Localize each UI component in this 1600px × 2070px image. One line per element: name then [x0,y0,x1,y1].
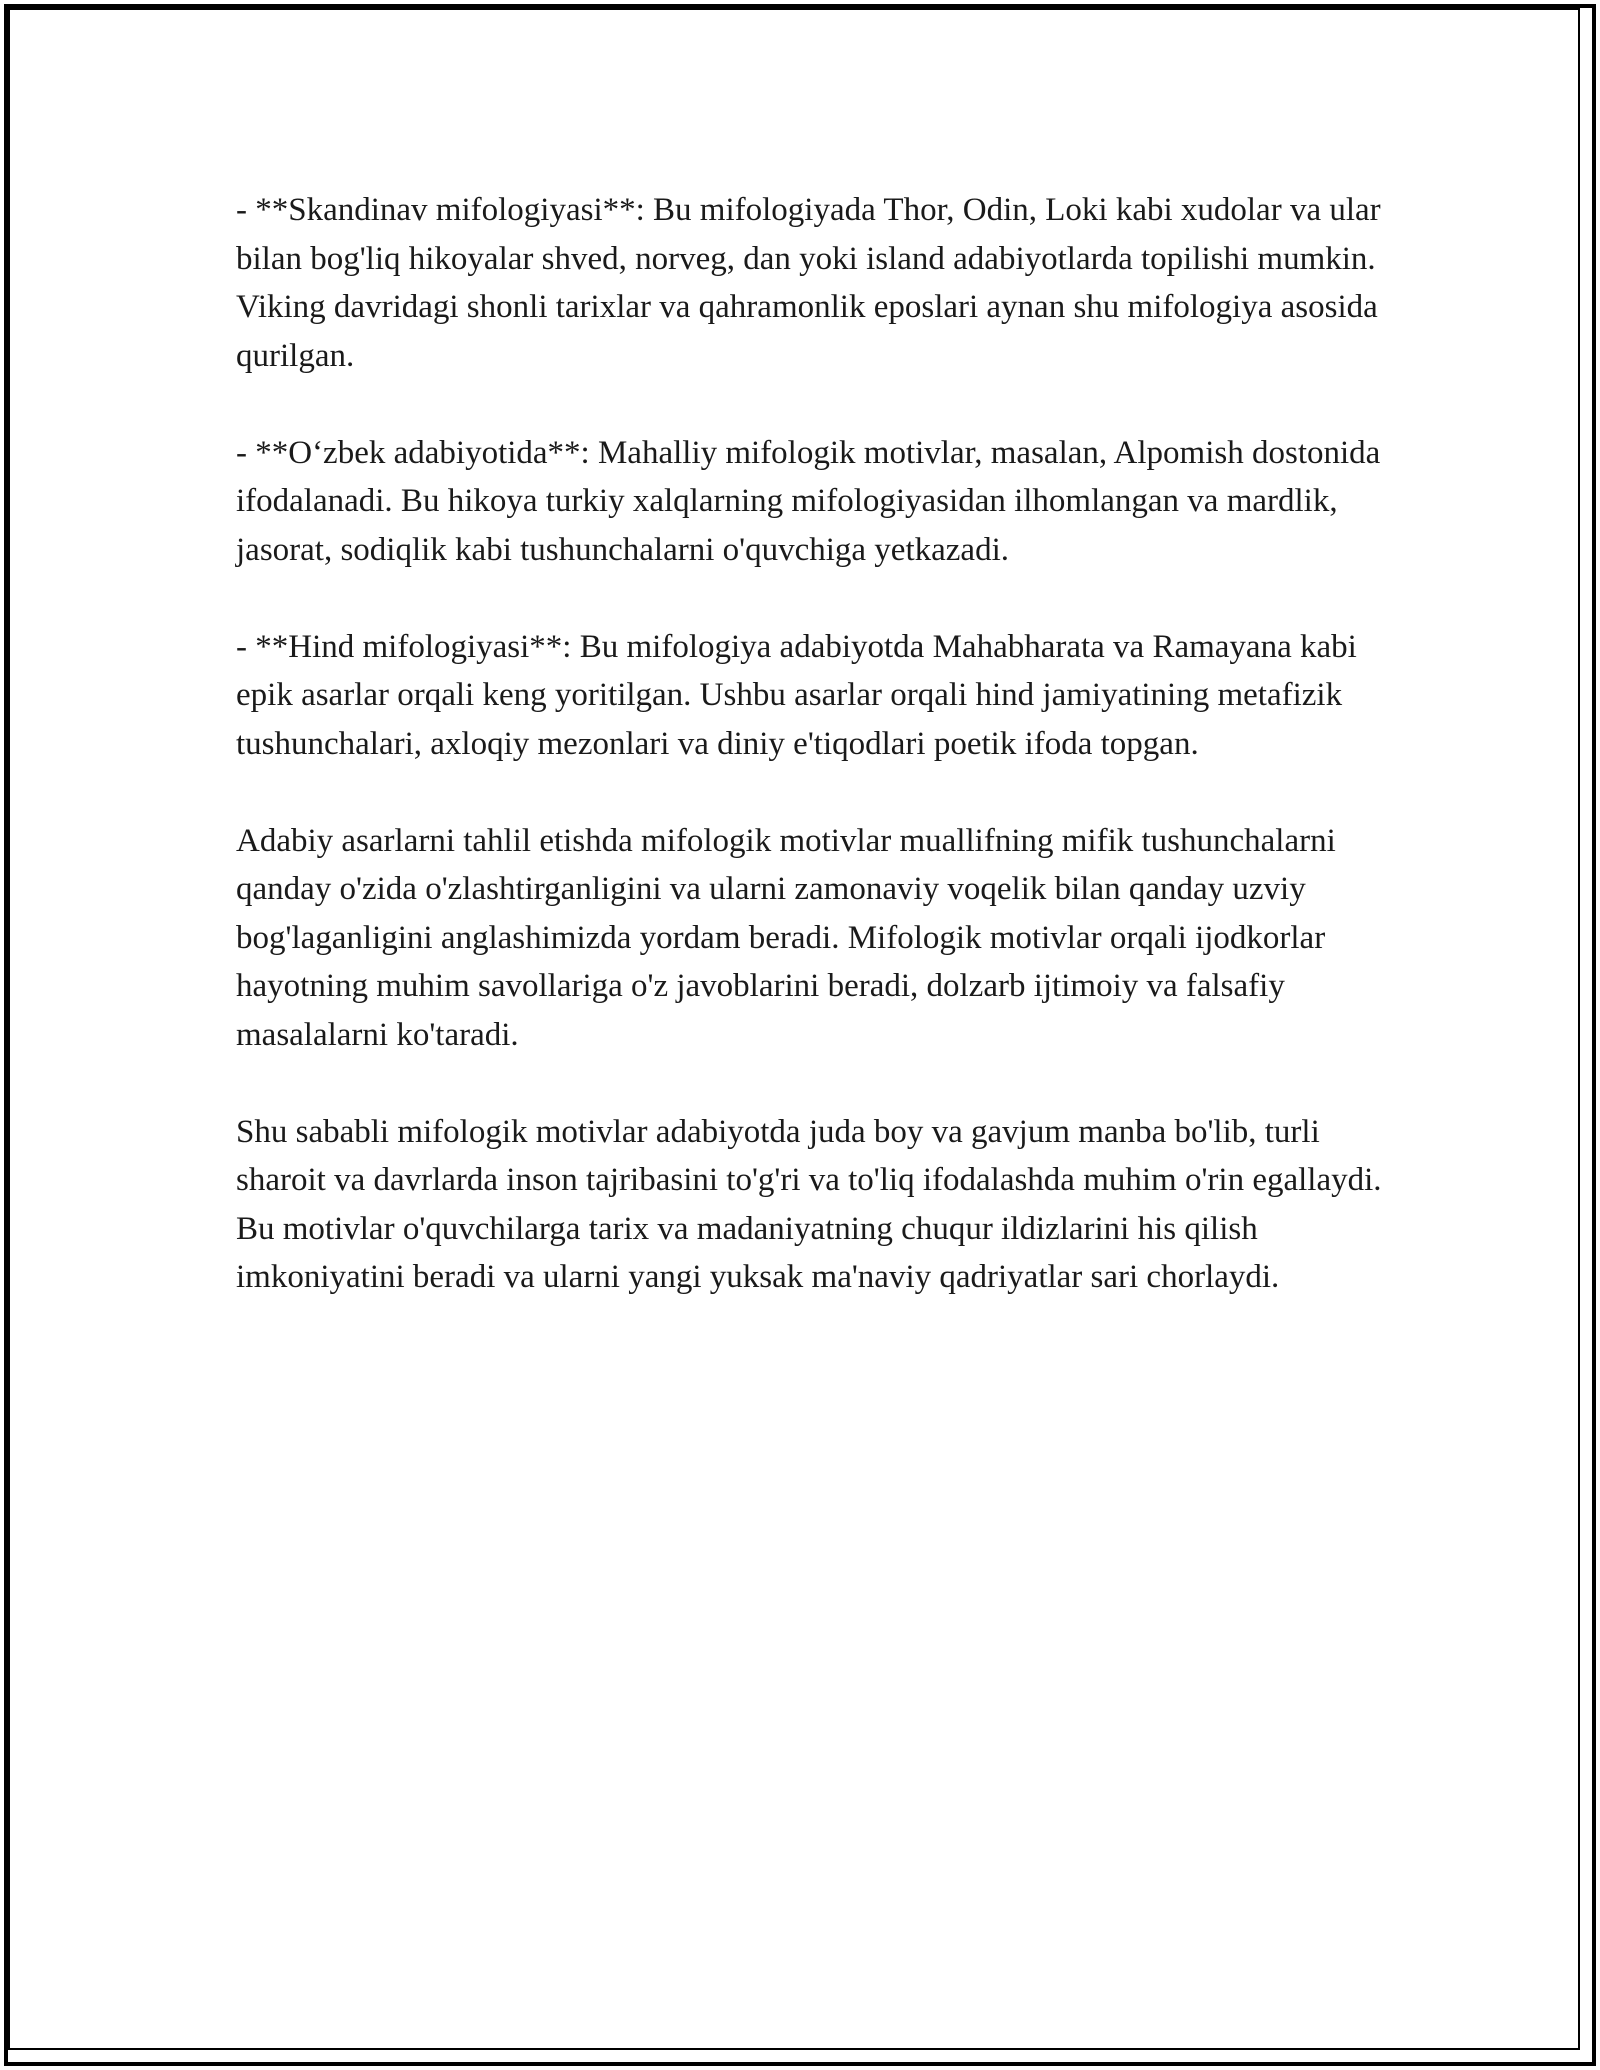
paragraph-scandinavian-mythology: - **Skandinav mifologiyasi**: Bu mifologiyada Thor, Odin, Loki kabi xudolar va ular bilan bog'liq hikoyalar shved, norveg, dan yoki island adabiyotlarda topilishi mumkin. Viking davridagi shonli tarixlar va qahramonlik eposlari aynan shu mifologiya asosida qurilgan. [236,192,1381,374]
paragraph-indian-mythology: - **Hind mifologiyasi**: Bu mifologiya adabiyotda Mahabharata va Ramayana kabi epik asarlar orqali keng yoritilgan. Ushbu asarlar orqali hind jamiyatining metafizik tushunchalari, axloqiy mezonlari va diniy e'tiqodlari poetik ifoda topgan. [236,628,1357,762]
paragraph-analysis: Adabiy asarlarni tahlil etishda mifologik motivlar muallifning mifik tushunchalarni qanday o'zida o'zlashtirganligini va ularni zamonaviy voqelik bilan qanday uzviy bog'laganligini anglashimizda yordam beradi. Mifologik motivlar orqali ijodkorlar hayotning muhim savollariga o'z javoblarini beradi, dolzarb ijtimoiy va falsafiy masalalarni ko'taradi. [236,822,1336,1053]
paragraph-uzbek-literature: - **O‘zbek adabiyotida**: Mahalliy mifologik motivlar, masalan, Alpomish dostonida ifodalanadi. Bu hikoya turkiy xalqlarning mifologiyasidan ilhomlangan va mardlik, jasorat, sodiqlik kabi tushunchalarni o'quvchiga yetkazadi. [236,434,1381,568]
paragraph-conclusion: Shu sababli mifologik motivlar adabiyotda juda boy va gavjum manba bo'lib, turli sharoit va davrlarda inson tajribasini to'g'ri va to'liq ifodalashda muhim o'rin egallaydi. Bu motivlar o'quvchilarga tarix va madaniyatning chuqur ildizlarini his qilish imkoniyatini beradi va ularni yangi yuksak ma'naviy qadriyatlar sari chorlaydi. [236,1113,1382,1295]
document-body [236,186,1386,1350]
